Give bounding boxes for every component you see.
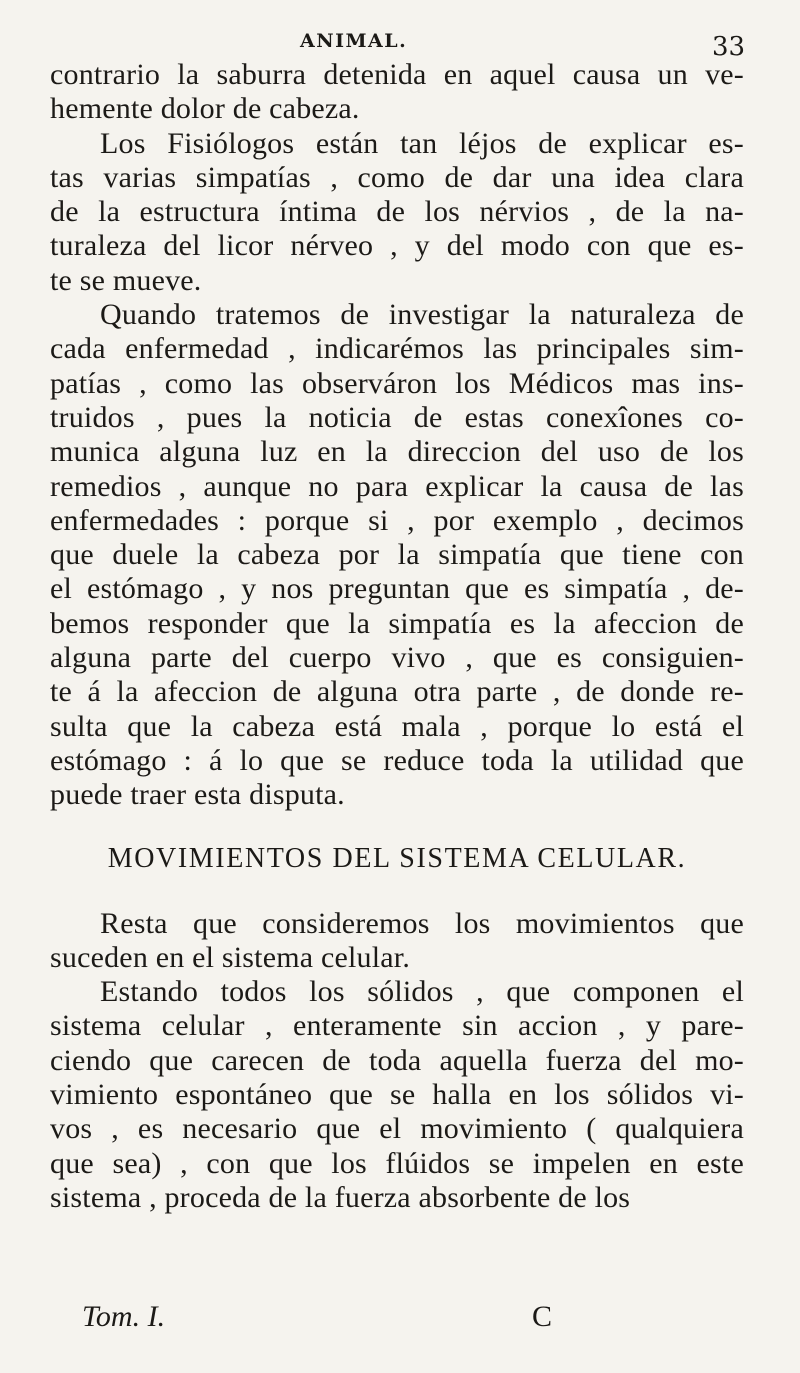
text-line: Los Fisiólogos están tan léjos de explicar es- — [100, 126, 744, 160]
text-line: enfermedades : porque si , por exemplo , decimos — [50, 503, 744, 537]
text-line: vimiento espontáneo que se halla en los sólidos vi- — [50, 1078, 744, 1112]
paragraphs-before-heading — [50, 58, 744, 813]
text-line: munica alguna luz en la direccion del uso de los — [50, 435, 744, 469]
text-line: contrario la saburra detenida en aquel causa un ve- — [50, 58, 744, 91]
text-line: Quando tratemos de investigar la naturaleza de — [100, 298, 744, 332]
paragraph — [50, 975, 744, 1215]
text-line: truidos , pues la noticia de estas conexîones co- — [50, 400, 744, 434]
text-line: Resta que consideremos los movimientos que — [100, 906, 744, 940]
text-line: Estando todos los sólidos , que componen el — [100, 975, 744, 1009]
text-line: turaleza del licor nérveo , y del modo con que es- — [50, 229, 744, 263]
text-line: cada enfermedad , indicarémos las principales sim- — [50, 332, 744, 366]
text-line: bemos responder que la simpatía es la afeccion de — [50, 606, 744, 640]
text-line: vos , es necesario que el movimiento ( qualquiera — [50, 1112, 744, 1146]
body-text — [50, 58, 744, 1215]
text-line: patías , como las observáron los Médicos mas ins- — [50, 366, 744, 400]
text-line: sistema , proceda de la fuerza absorbente de los — [50, 1180, 631, 1214]
text-line: remedios , aunque no para explicar la causa de las — [50, 469, 744, 503]
paragraphs-after-heading — [50, 907, 744, 1216]
text-line: te á la afeccion de alguna otra parte , de donde re- — [50, 675, 744, 709]
text-line: hemente dolor de cabeza. — [50, 92, 360, 126]
text-line: tas varias simpatías , como de dar una idea clara — [50, 160, 744, 194]
running-head: ANIMAL. — [300, 30, 408, 52]
page-footer — [82, 1300, 602, 1340]
text-line: que duele la cabeza por la simpatía que tiene con — [50, 538, 744, 572]
text-line: sistema celular , enteramente sin accion , y pare- — [50, 1009, 744, 1043]
paragraph — [50, 907, 744, 976]
paragraph — [50, 127, 744, 298]
paragraph — [50, 58, 744, 127]
text-line: alguna parte del cuerpo vivo , que es consiguien- — [50, 641, 744, 675]
text-line: estómago : á lo que se reduce toda la utilidad que — [50, 743, 744, 777]
volume-signature: Tom. I. — [82, 1300, 166, 1333]
page-header — [0, 30, 800, 60]
page-number: 33 — [712, 32, 746, 62]
text-line: sulta que la cabeza está mala , porque lo está el — [50, 709, 744, 743]
paragraph — [50, 298, 744, 812]
text-line: suceden en el sistema celular. — [50, 940, 411, 974]
text-line: el estómago , y nos preguntan que es simpatía , de- — [50, 572, 744, 606]
text-line: de la estructura íntima de los nérvios , de la na- — [50, 195, 744, 229]
text-line: ciendo que carecen de toda aquella fuerza del mo- — [50, 1043, 744, 1077]
section-heading: MOVIMIENTOS DEL SISTEMA CELULAR. — [107, 842, 687, 874]
text-line: que sea) , con que los flúidos se impelen en este — [50, 1146, 744, 1180]
text-line: te se mueve. — [50, 263, 202, 297]
text-line: puede traer esta disputa. — [50, 778, 345, 812]
signature-mark: C — [532, 1300, 553, 1333]
